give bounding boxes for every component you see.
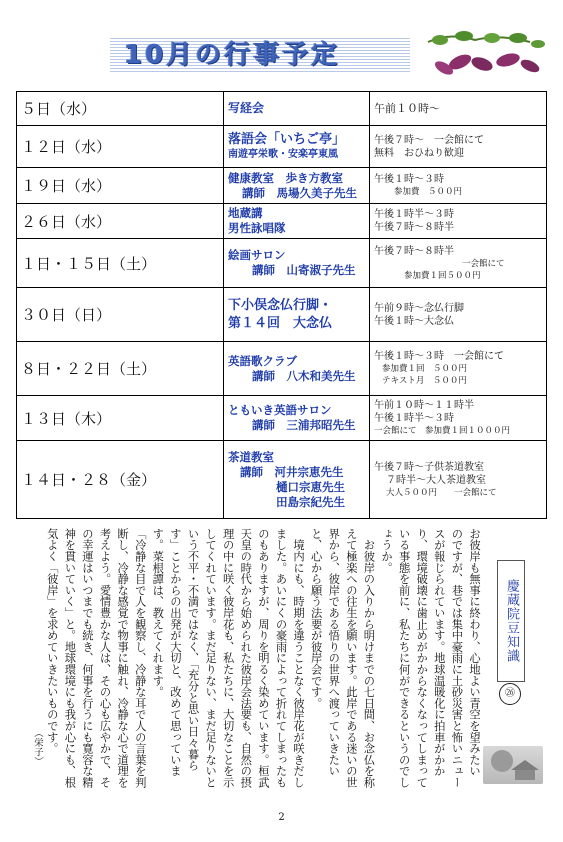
- event-time-2: 午後１時半～３時: [374, 413, 454, 424]
- table-row: [17, 342, 547, 396]
- column-line: 理の中に咲く彼岸花も、私たちに、大切なことを示: [221, 528, 235, 788]
- column-line: と、心から願う法要が彼岸会です。: [309, 528, 323, 709]
- event-time: 午後１時～３時: [374, 174, 444, 185]
- event-fee: 参加費１回 ５００円: [382, 364, 468, 374]
- column-line: いる事態を前に、私たちに何ができるというのでし: [397, 528, 411, 788]
- column-line: す」ことからの出発が大切と、改めて思っていま: [168, 528, 182, 777]
- event-date: ５日（水）: [17, 92, 224, 126]
- event-schedule-table: [16, 91, 547, 519]
- event-date: ３０日（日）: [17, 288, 224, 342]
- column-line: お彼岸の入りから明けまでの七日間、お念仏を称: [362, 528, 376, 788]
- column-line: 天皇の時代から始められた彼岸会法要も、自然の摂: [239, 528, 253, 788]
- table-row: [17, 396, 547, 441]
- event-name: 英語歌クラブ: [228, 353, 297, 368]
- column-line: いう不平・不満ではなく、「充分と思い日々暮ら: [186, 528, 200, 771]
- event-name: 健康教室 歩き方教室: [228, 170, 343, 185]
- table-row: [17, 441, 547, 519]
- event-name-2: 男性詠唱隊: [228, 221, 286, 235]
- event-name: 地蔵講: [228, 206, 263, 220]
- page-title: 10月の行事予定: [124, 40, 341, 70]
- event-fee: 参加費 ５００円: [394, 187, 463, 197]
- column-line: 「冷静な目で人を観察し、冷静な耳で人の言葉を判: [133, 528, 147, 788]
- event-date: １４日・２８（金）: [17, 441, 224, 519]
- event-name: 写経会: [228, 101, 265, 115]
- column-line: スが報じられています。地球温暖化に拍車がかか: [432, 528, 446, 777]
- page-number: 2: [278, 812, 285, 823]
- event-fee: 一会館にて 参加費１回１０００円: [374, 426, 511, 436]
- event-fee: 参加費１回５００円: [404, 270, 481, 281]
- event-time: 午後７時～子供茶道教室: [374, 461, 484, 473]
- event-name: 茶道教室: [228, 449, 274, 464]
- event-venue: 一会館にて: [462, 258, 505, 269]
- event-time: 午前１０時～: [374, 102, 440, 115]
- table-row: [17, 168, 547, 204]
- table-row: [17, 288, 547, 342]
- event-time: 午後７時～８時半: [374, 245, 454, 257]
- tree-shape: [491, 750, 513, 772]
- column-line: してくれています。まだ足りない、まだ足りないと: [204, 528, 218, 788]
- event-performers: 南遊亭栄歌・安楽亭東風: [228, 148, 338, 160]
- column-line: 界から、彼岸である悟りの世界へ渡っていきたい: [327, 528, 341, 777]
- event-time: 午前９時～念仏行脚: [374, 302, 464, 314]
- table-row: [17, 204, 547, 239]
- column-line: 気よく「彼岸」を求めていきたいものです。: [45, 528, 59, 754]
- event-time: 午後１時～３時 一会館にて: [374, 351, 504, 362]
- event-fee: 大人５００円 一会館にて: [386, 487, 497, 498]
- event-time: 午前１０時～１１時半: [374, 400, 474, 411]
- event-time-2: 午後７時～８時半: [374, 222, 454, 233]
- event-date: ２６日（水）: [17, 204, 224, 239]
- title-banner: [110, 38, 410, 74]
- column-line: り、環境破壊に歯止めがかからなくなってしまって: [415, 528, 429, 788]
- event-instructor: 講師 三浦邦昭先生: [252, 418, 356, 432]
- table-row: [17, 239, 547, 288]
- event-time-2: ７時半～大人茶道教室: [386, 474, 486, 486]
- event-name: 落語会「いちご亭」: [228, 131, 346, 147]
- event-instructor: 講師 馬場久美子先生: [242, 185, 357, 200]
- event-instructor-2: 樋口宗恵先生: [276, 479, 345, 494]
- event-time: 午後７時～ 一会館にて: [374, 134, 484, 146]
- column-number: ㉖: [499, 683, 521, 705]
- event-name: 下小俣念仏行脚・: [228, 297, 333, 313]
- event-instructor: 講師 八木和美先生: [252, 368, 356, 383]
- roof-shape: [511, 760, 539, 770]
- column-signature: （栄子）: [32, 728, 43, 766]
- event-time-2: 午後１時～大念仏: [374, 315, 454, 327]
- event-date: １９日（水）: [17, 168, 224, 204]
- column-line: 断し、冷静な感覚で物事に触れ、冷静な心で道理を: [116, 528, 130, 788]
- column-line: えて極楽への往生を願います。此岸である迷いの世: [344, 528, 358, 788]
- table-row: [17, 92, 547, 126]
- event-date: ８日・２２日（土）: [17, 342, 224, 396]
- event-name-2: 第１４回 大念仏: [228, 315, 333, 331]
- event-fee: 無料 おひねり歓迎: [374, 147, 464, 159]
- column-line: ょうか。: [380, 528, 394, 574]
- column-line: す。菜根譚は、教えてくれます。: [151, 528, 165, 698]
- event-time: 午後１時半～３時: [374, 209, 454, 220]
- column-body: [43, 528, 483, 788]
- event-instructor: 講師 河井宗恵先生: [240, 464, 344, 479]
- event-name: ともいき英語サロン: [228, 403, 332, 417]
- column-line: 神を貫いていく」と。地球環境にも我が心にも、根: [63, 528, 77, 788]
- temple-photo: [483, 746, 543, 784]
- column-line: のですが、巷では集中豪雨に土砂災害と怖いニュー: [450, 528, 464, 788]
- event-instructor-3: 田島宗紀先生: [276, 494, 345, 509]
- column-line: ました。あいにくの豪雨によって折れてしまったも: [274, 528, 288, 788]
- column-line: お彼岸も無事に終わり、心地よい青空を望みたい: [468, 528, 481, 777]
- event-name: 絵画サロン: [228, 248, 286, 262]
- event-text-fee: テキスト月 ５００円: [382, 376, 467, 386]
- wall-shape: [515, 770, 535, 780]
- column-heading: 慶蔵院豆知識: [497, 560, 525, 682]
- event-date: １日・１５日（土）: [17, 239, 224, 288]
- column-line: の幸運はいつまでも続き、何事を行うにも寛容な精: [80, 528, 94, 788]
- event-date: １３日（木）: [17, 396, 224, 441]
- table-row: [17, 126, 547, 168]
- sweet-potato-illustration: [420, 30, 550, 82]
- column-line: 考えよう。愛情豊かな人は、その心も広やかで、そ: [98, 528, 112, 788]
- column-line: のもありますが、周りを明るく染めています。桓武: [256, 528, 270, 788]
- event-instructor: 講師 山寄淑子先生: [252, 263, 356, 277]
- column-line: 境内にも、時期を違うことなく彼岸花が咲きだし: [292, 528, 306, 788]
- event-date: １２日（水）: [17, 126, 224, 168]
